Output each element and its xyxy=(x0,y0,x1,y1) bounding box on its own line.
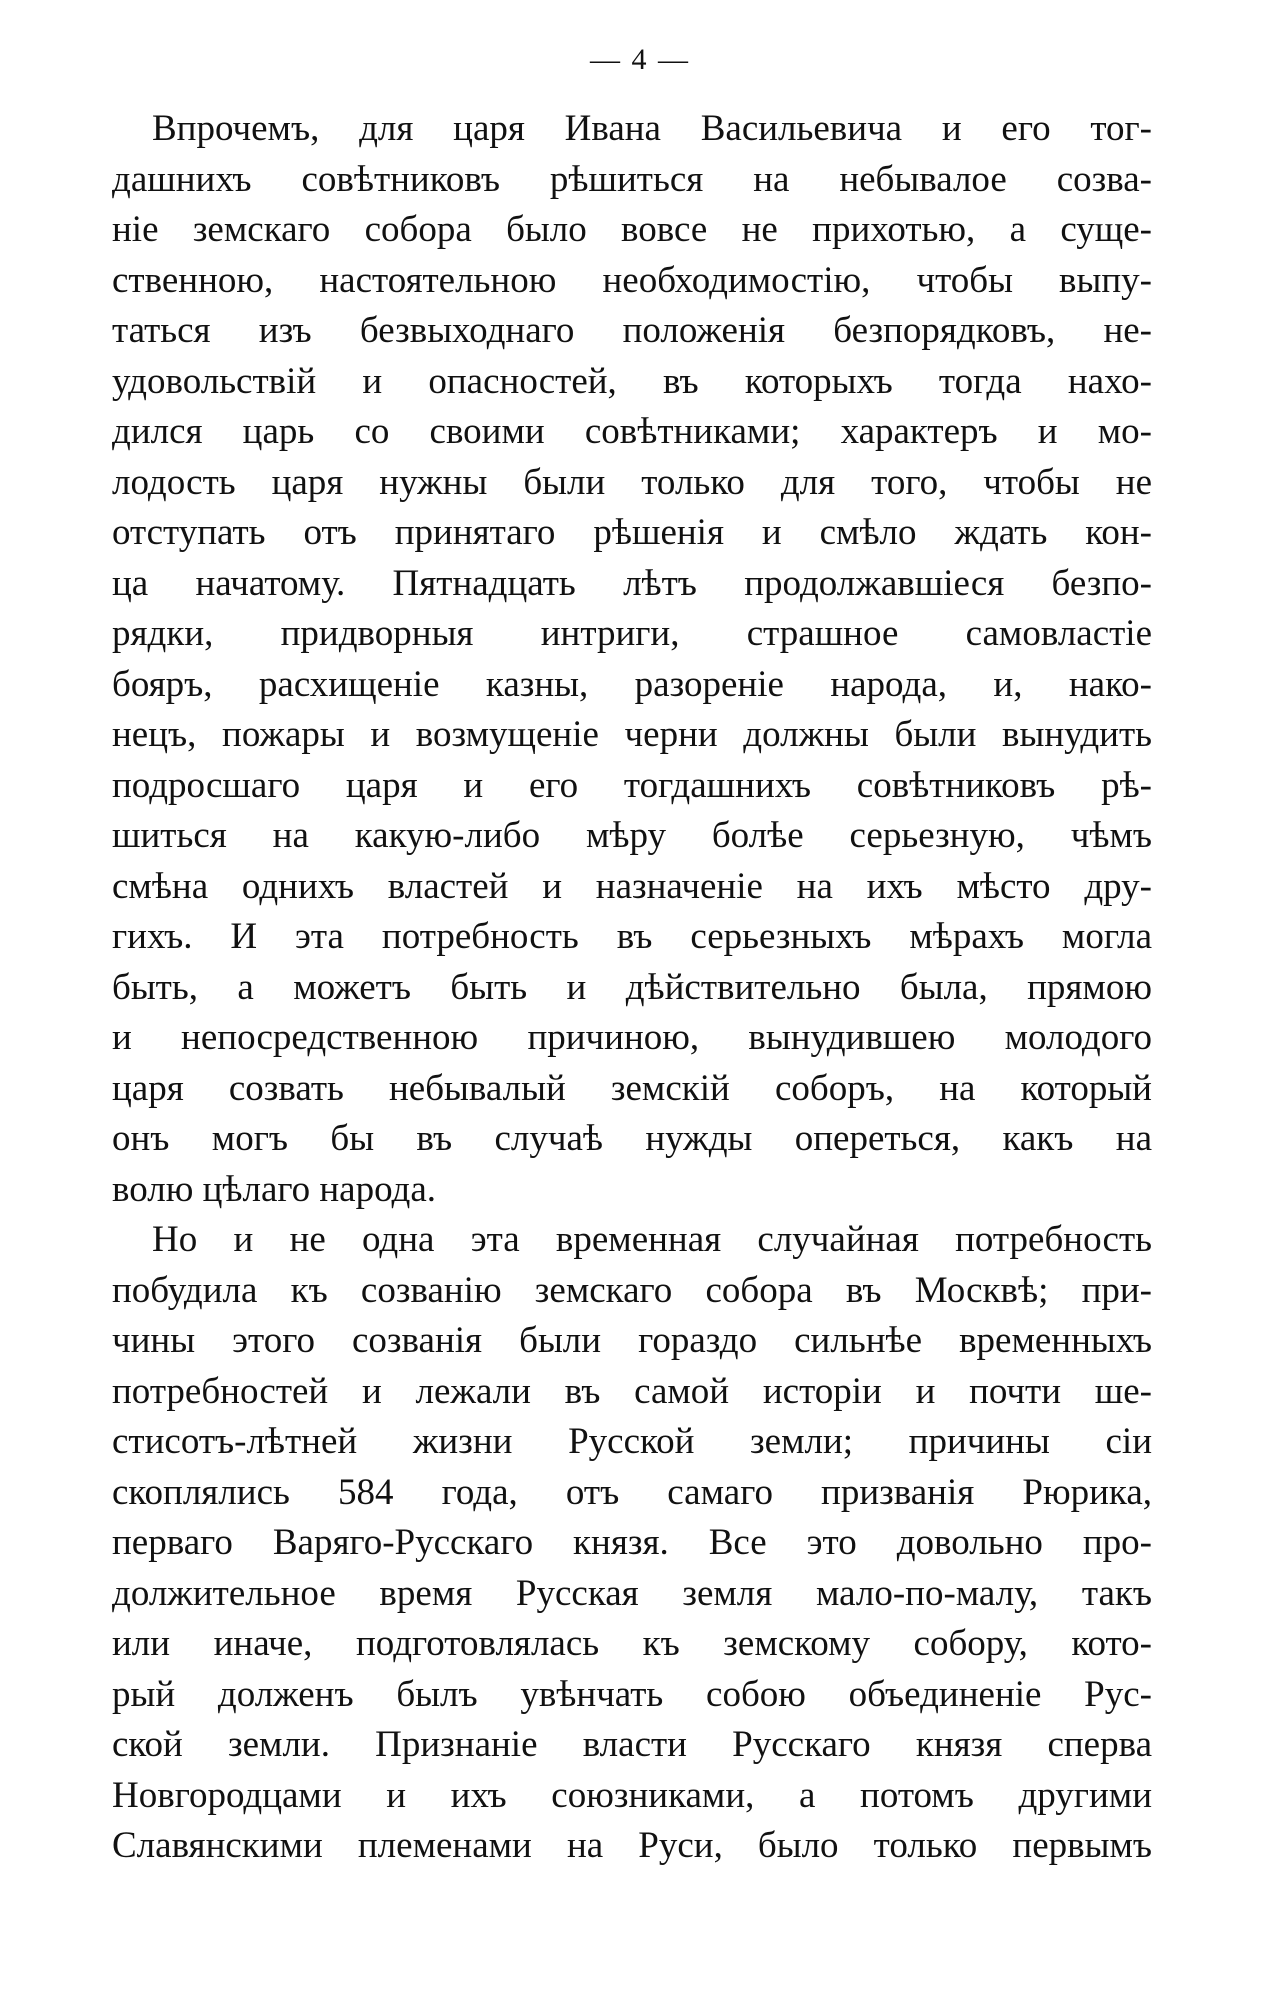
text-line: бояръ, расхищеніе казны, разореніе народа, и, нако- xyxy=(112,663,1152,705)
text-line: ской земли. Признаніе власти Русскаго князя сперва xyxy=(112,1724,1152,1765)
text-line: дашнихъ совѣтниковъ рѣшиться на небывалое созва- xyxy=(112,158,1152,200)
text-line: рядки, придворныя интриги, страшное самовластіе xyxy=(112,613,1152,654)
text-line: ца начатому. Пятнадцать лѣтъ продолжавшіеся безпо- xyxy=(112,562,1152,604)
text-line: смѣна однихъ властей и назначеніе на ихъ мѣсто дру- xyxy=(112,865,1152,907)
text-line: отступать отъ принятаго рѣшенія и смѣло ждать кон- xyxy=(112,512,1152,553)
text-line: перваго Варяго-Русскаго князя. Все это довольно про- xyxy=(112,1522,1152,1563)
text-line: ственною, настоятельною необходимостію, чтобы выпу- xyxy=(112,259,1152,301)
text-line: Впрочемъ, для царя Ивана Васильевича и его тог- xyxy=(152,108,1152,149)
text-line: быть, а можетъ быть и дѣйствительно была, прямою xyxy=(112,966,1152,1008)
text-line: побудила къ созванію земскаго собора въ Москвѣ; при- xyxy=(112,1269,1152,1311)
paragraph-2 xyxy=(112,1215,1152,1872)
text-line: таться изъ безвыходнаго положенія безпорядковъ, не- xyxy=(112,310,1152,351)
text-line: скоплялись 584 года, отъ самаго призванія Рюрика, xyxy=(112,1471,1152,1513)
text-line: стисотъ-лѣтней жизни Русской земли; причины сіи xyxy=(112,1421,1152,1462)
text-line: должительное время Русская земля мало-по-малу, такъ xyxy=(112,1572,1152,1614)
text-line: и непосредственною причиною, вынудившею молодого xyxy=(112,1017,1152,1058)
text-line: или иначе, подготовлялась къ земскому собору, кото- xyxy=(112,1623,1152,1664)
text-line: Новгородцами и ихъ союзниками, а потомъ другими xyxy=(112,1774,1152,1816)
text-line: волю цѣлаго народа. xyxy=(112,1168,437,1210)
text-line: рый долженъ былъ увѣнчать собою объединеніе Рус- xyxy=(112,1673,1152,1715)
text-line: удовольствій и опасностей, въ которыхъ тогда нахо- xyxy=(112,360,1152,402)
body-text xyxy=(112,104,1152,1872)
text-line: гихъ. И эта потребность въ серьезныхъ мѣрахъ могла xyxy=(112,916,1152,957)
text-line: царя созвать небывалый земскій соборъ, на который xyxy=(112,1067,1152,1109)
text-line: Но и не одна эта временная случайная потребность xyxy=(152,1219,1152,1260)
text-line: дился царь со своими совѣтниками; характеръ и мо- xyxy=(112,411,1152,452)
text-line: лодость царя нужны были только для того, чтобы не xyxy=(112,461,1152,503)
page-number: — 4 — xyxy=(590,43,690,76)
text-line: чины этого созванія были гораздо сильнѣе временныхъ xyxy=(112,1320,1152,1361)
text-line: онъ могъ бы въ случаѣ нужды опереться, какъ на xyxy=(112,1118,1152,1159)
text-line: шиться на какую-либо мѣру болѣе серьезную, чѣмъ xyxy=(112,815,1152,856)
text-line: подросшаго царя и его тогдашнихъ совѣтниковъ рѣ- xyxy=(112,764,1152,806)
paragraph-1 xyxy=(112,104,1152,1215)
text-line: потребностей и лежали въ самой исторіи и почти ше- xyxy=(112,1370,1152,1412)
text-line: Славянскими племенами на Руси, было только первымъ xyxy=(112,1825,1152,1866)
text-line: ніе земскаго собора было вовсе не прихотью, а суще- xyxy=(112,209,1152,250)
text-line: нецъ, пожары и возмущеніе черни должны были вынудить xyxy=(112,714,1152,755)
